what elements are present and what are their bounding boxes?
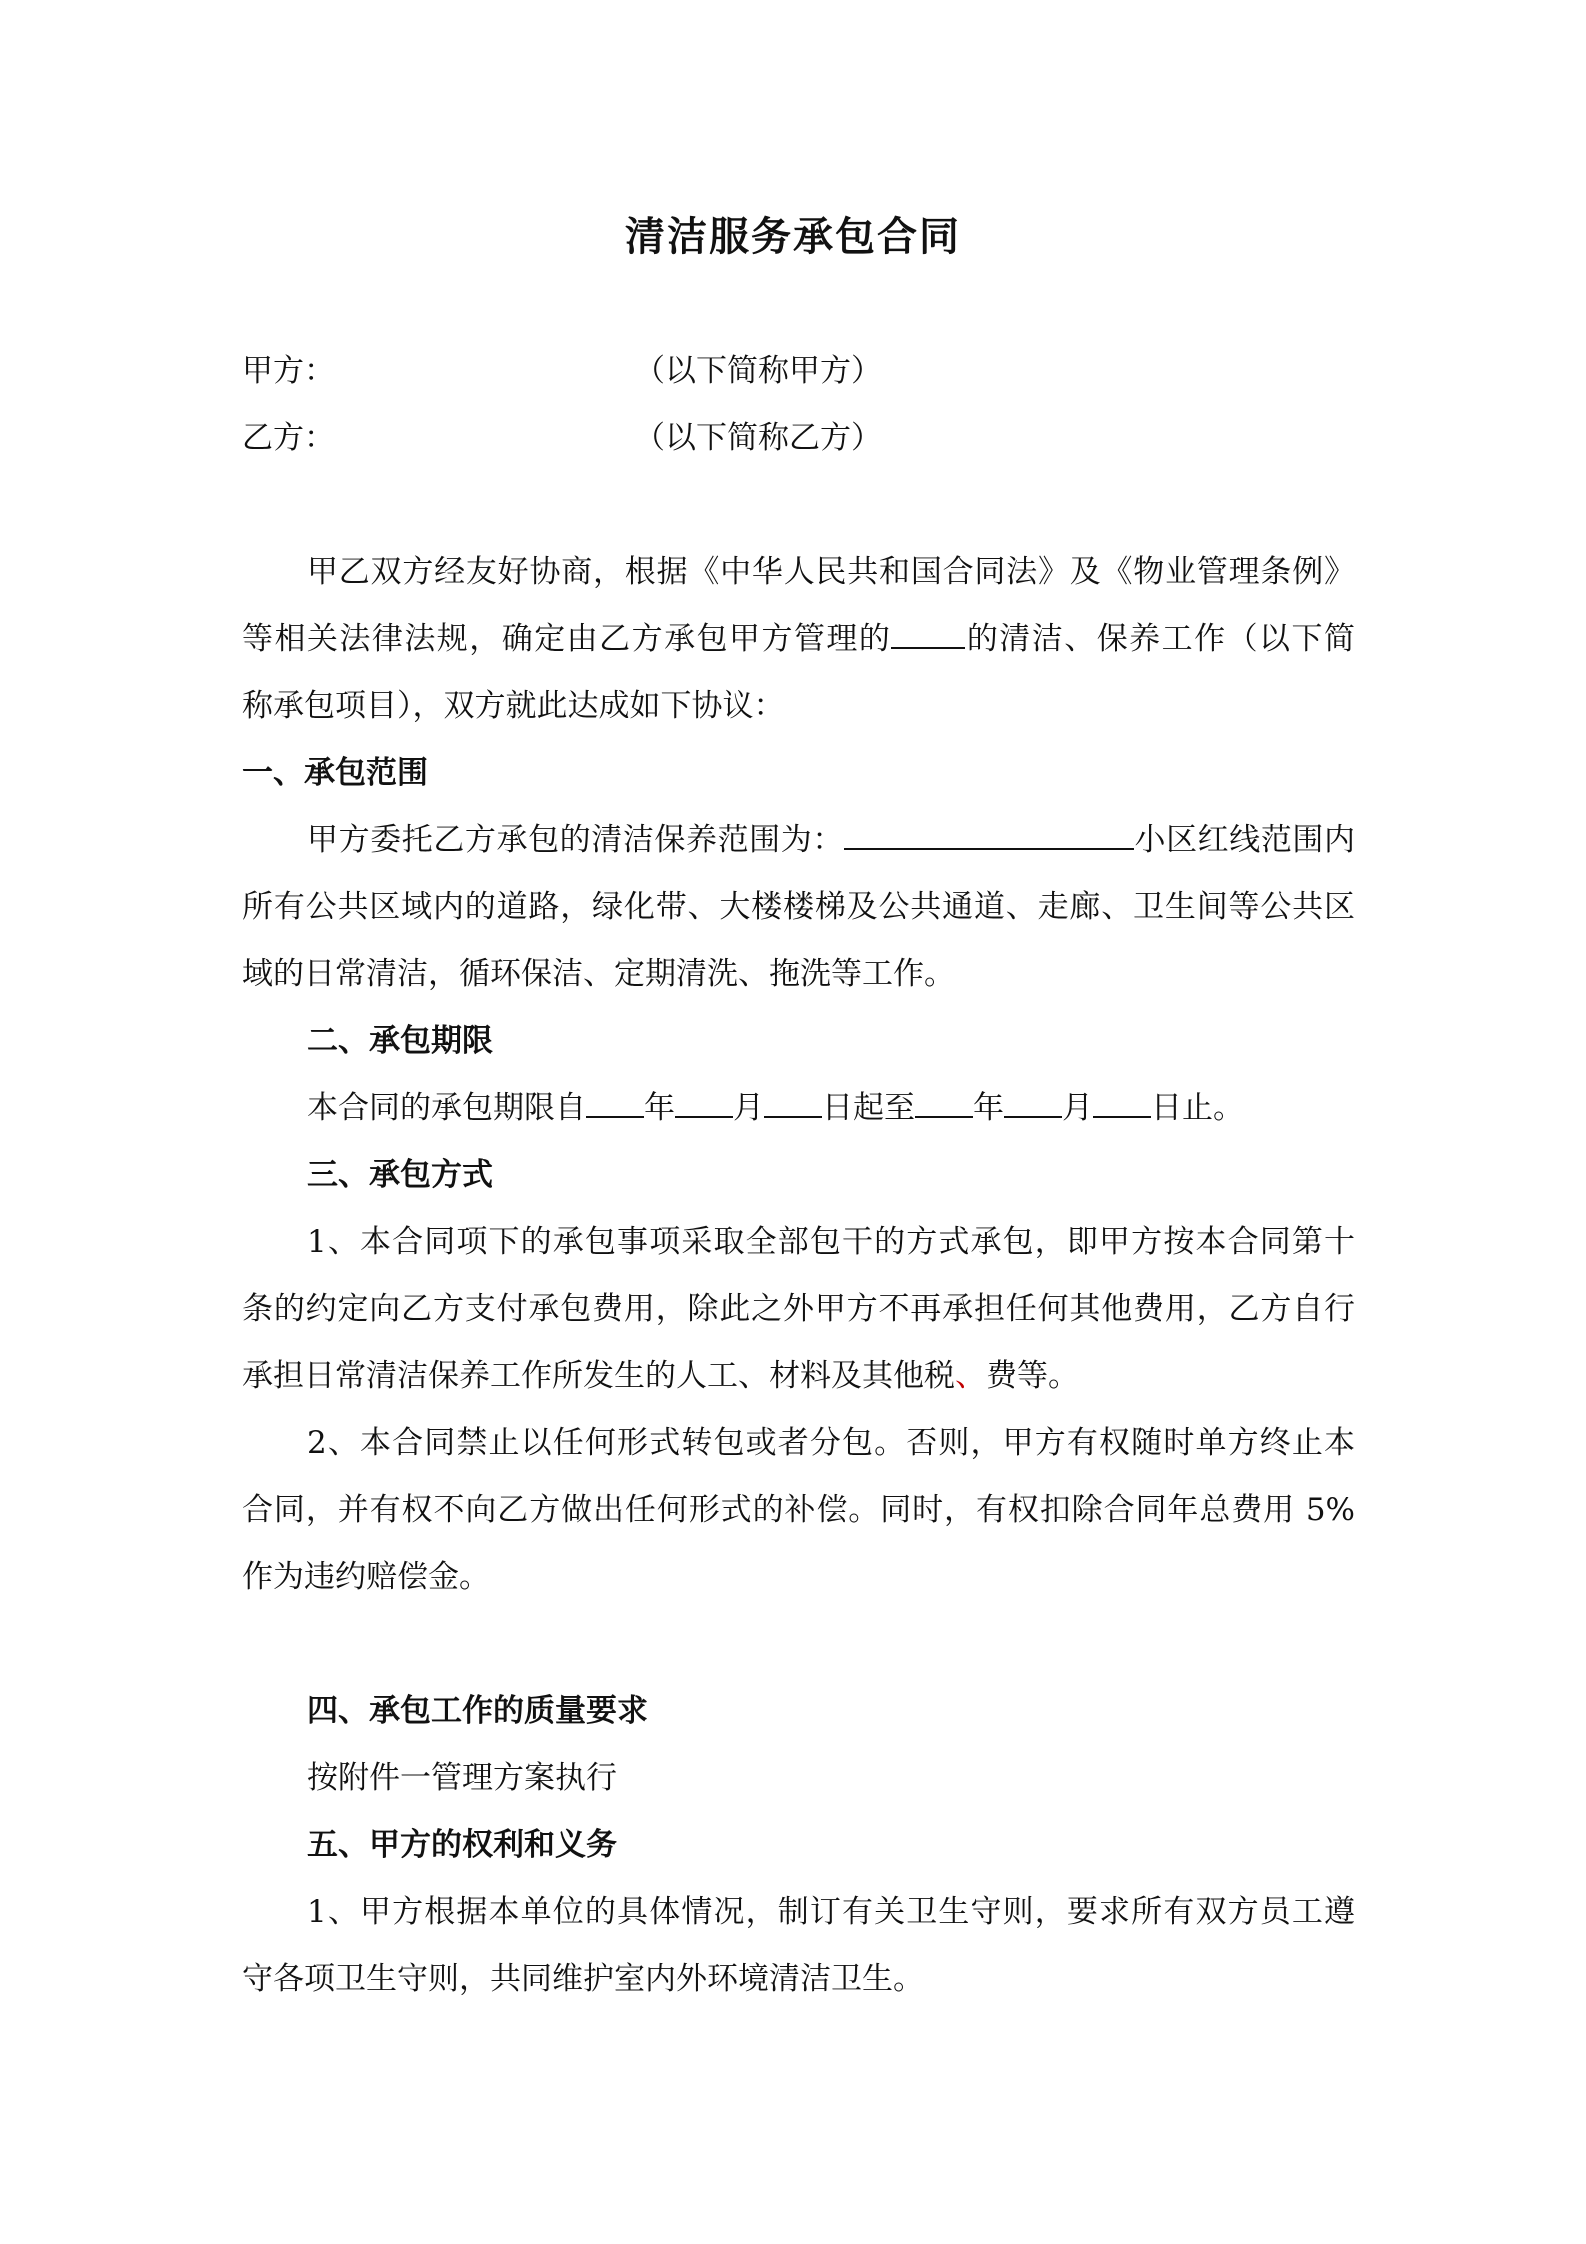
party-b-line [242,405,1355,472]
text-line [242,1946,1355,2013]
fill-in-blank [764,1082,822,1118]
text-line [242,1209,1355,1276]
text-segment: 条的约定向乙方支付承包费用，除此之外甲方不再承担任何其他费用，乙方自行 [242,1291,1355,1327]
text-line [242,807,1355,874]
text-line [242,1410,1355,1477]
text-line [242,874,1355,941]
text-segment: 的清洁、保养工作（以下简 [965,621,1355,657]
text-line [242,606,1355,673]
text-line [242,941,1355,1008]
text-segment: 等相关法律法规，确定由乙方承包甲方管理的 [242,621,892,657]
text-segment: 合同，并有权不向乙方做出任何形式的补偿。同时，有权扣除合同年总费用 5% [242,1492,1355,1528]
document-title: 清洁服务承包合同 [625,213,961,260]
text-segment: 年 [973,1090,1004,1126]
text-segment: 、 [955,1358,986,1394]
text-segment: 本合同的承包期限自 [307,1090,586,1126]
text-line [242,539,1355,606]
party-a-label: 甲方： [242,353,335,389]
text-line [242,673,1355,740]
text-segment: 小区红线范围内 [1133,822,1356,858]
contract-text [242,539,1355,2013]
text-segment: 所有公共区域内的道路，绿化带、大楼楼梯及公共通道、走廊、卫生间等公共区 [242,889,1355,925]
text-segment: 1、甲方根据本单位的具体情况，制订有关卫生守则，要求所有双方员工遵 [307,1894,1355,1930]
section-heading [242,1678,1355,1745]
text-segment: 甲乙双方经友好协商，根据《中华人民共和国合同法》及《物业管理条例》 [307,554,1355,590]
text-segment: 月 [1062,1090,1093,1126]
document-body [242,338,1355,2013]
text-line [242,1879,1355,1946]
section-heading [242,1812,1355,1879]
fill-in-blank [1093,1082,1151,1118]
text-segment: 月 [733,1090,764,1126]
text-segment: 作为违约赔偿金。 [242,1559,490,1595]
party-b-note: （以下简称乙方） [634,420,882,456]
party-a-note: （以下简称甲方） [634,353,882,389]
fill-in-blank [844,814,1134,850]
text-segment: 费等。 [986,1358,1079,1394]
text-segment: 日止。 [1151,1090,1244,1126]
text-segment: 承担日常清洁保养工作所发生的人工、材料及其他税 [242,1358,955,1394]
fill-in-blank [891,613,965,649]
text-line [242,1544,1355,1611]
text-line [242,1477,1355,1544]
text-segment: 二、承包期限 [307,1023,493,1059]
section-heading [242,1142,1355,1209]
fill-in-blank [675,1082,733,1118]
text-line [242,1343,1355,1410]
text-segment: 五、甲方的权利和义务 [307,1827,617,1863]
text-segment: 2、本合同禁止以任何形式转包或者分包。否则，甲方有权随时单方终止本 [307,1425,1355,1461]
text-segment: 日起至 [822,1090,915,1126]
fill-in-blank [1004,1082,1062,1118]
text-line [242,1276,1355,1343]
party-b-label: 乙方： [242,420,335,456]
text-segment: 1、本合同项下的承包事项采取全部包干的方式承包，即甲方按本合同第十 [307,1224,1355,1260]
fill-in-blank [915,1082,973,1118]
spacer [242,472,1355,539]
text-segment: 三、承包方式 [307,1157,493,1193]
section-heading [242,1008,1355,1075]
text-segment: 域的日常清洁，循环保洁、定期清洗、拖洗等工作。 [242,956,955,992]
text-segment: 按附件一管理方案执行 [307,1760,617,1796]
text-segment: 四、承包工作的质量要求 [307,1693,648,1729]
section-heading [242,740,1355,807]
text-segment: 称承包项目），双方就此达成如下协议： [242,688,785,724]
spacer [242,1611,1355,1678]
text-segment: 甲方委托乙方承包的清洁保养范围为： [307,822,844,858]
text-line [242,1745,1355,1812]
text-line [242,1075,1355,1142]
text-segment: 年 [644,1090,675,1126]
party-a-line [242,338,1355,405]
text-segment: 守各项卫生守则，共同维护室内外环境清洁卫生。 [242,1961,924,1997]
text-segment: 一、承包范围 [242,755,428,791]
fill-in-blank [586,1082,644,1118]
